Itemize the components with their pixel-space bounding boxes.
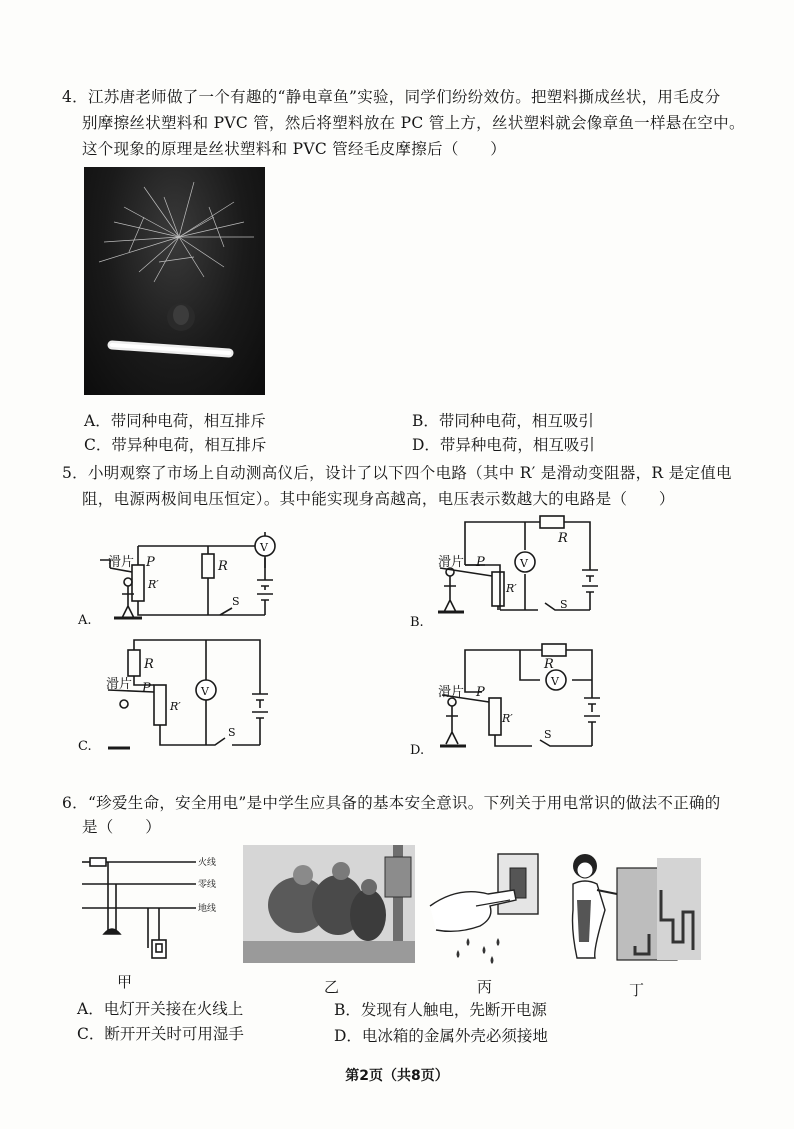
wire-live-label: 火线 bbox=[198, 858, 217, 868]
circuit-d-v-label: V bbox=[551, 675, 559, 688]
circuit-b-slider-label: 滑片 bbox=[438, 555, 465, 570]
q4-option-a: A．带同种电荷，相互排斥 bbox=[84, 412, 266, 430]
q5-circuit-diagrams bbox=[70, 510, 730, 760]
circuit-d-resistor bbox=[542, 644, 566, 656]
circuit-a-rprime-label: R′ bbox=[148, 578, 159, 591]
q4-text-line3: 这个现象的原理是丝状塑料和 PVC 管经毛皮摩擦后（ ） bbox=[82, 140, 507, 158]
circuit-c-rheostat bbox=[154, 685, 166, 725]
circuit-a-option-label: A. bbox=[78, 613, 92, 628]
q6-text-line2: 是（ ） bbox=[82, 818, 162, 836]
circuit-b-s-label: S bbox=[560, 598, 568, 611]
circuit-d-rheostat bbox=[489, 698, 501, 735]
circuit-a-p-label: P bbox=[146, 555, 155, 570]
circuit-b-rheostat bbox=[492, 572, 504, 606]
figure-jia-wiring bbox=[78, 852, 228, 967]
q4-text-line1: 4．江苏唐老师做了一个有趣的“静电章鱼”实验，同学们纷纷效仿。把塑料撕成丝状，用毛皮分 bbox=[62, 88, 721, 106]
figure-yi-rescue-illustration bbox=[243, 845, 415, 963]
q6-text-line1: 6．“珍爱生命，安全用电”是中学生应具备的基本安全意识。下列关于用电常识的做法不正确的 bbox=[62, 794, 721, 812]
circuit-d-rprime-label: R′ bbox=[502, 712, 513, 725]
circuit-c-rprime-label: R′ bbox=[170, 700, 181, 713]
q6-option-a: A．电灯开关接在火线上 bbox=[77, 1000, 244, 1018]
rescue-scene-image bbox=[243, 845, 415, 963]
figure-ding-fridge bbox=[565, 850, 705, 968]
circuit-c-p-label: P bbox=[142, 681, 151, 696]
figure-bing-wet-hand bbox=[428, 846, 548, 966]
caption-bing: 丙 bbox=[477, 978, 493, 996]
circuit-c bbox=[108, 640, 268, 748]
circuit-c-option-label: C. bbox=[78, 739, 92, 754]
q6-option-d: D．电冰箱的金属外壳必须接地 bbox=[334, 1027, 548, 1045]
circuit-a-slider-label: 滑片 bbox=[108, 555, 135, 570]
circuit-c-v-label: V bbox=[201, 685, 209, 698]
wire-ground-label: 地线 bbox=[198, 904, 217, 914]
q6-option-c: C．断开开关时可用湿手 bbox=[77, 1025, 244, 1043]
circuit-b-option-label: B. bbox=[410, 615, 424, 630]
circuit-a bbox=[100, 532, 273, 618]
circuit-d-slider-label: 滑片 bbox=[438, 685, 465, 700]
q4-option-b: B．带同种电荷，相互吸引 bbox=[412, 412, 594, 430]
circuit-b-rprime-label: R′ bbox=[506, 582, 517, 595]
circuit-c-resistor bbox=[128, 650, 140, 676]
q4-text-line2: 别摩擦丝状塑料和 PVC 管，然后将塑料放在 PC 管上方，丝状塑料就会像章鱼一样悬在空中。 bbox=[82, 114, 745, 132]
caption-jia: 甲 bbox=[117, 973, 133, 991]
page-footer: 第2页（共8页） bbox=[345, 1068, 449, 1084]
circuit-a-s-label: S bbox=[232, 595, 240, 608]
circuit-b-p-label: P bbox=[476, 555, 485, 570]
circuit-a-r-label: R bbox=[218, 559, 228, 574]
static-octopus-photo bbox=[84, 167, 265, 395]
circuit-d-s-label: S bbox=[544, 728, 552, 741]
circuit-c-s-label: S bbox=[228, 726, 236, 739]
circuit-d-r-label: R bbox=[544, 657, 554, 672]
circuit-b-resistor bbox=[540, 516, 564, 528]
circuit-a-v-label: V bbox=[260, 541, 268, 554]
circuit-b-r-label: R bbox=[558, 531, 568, 546]
q6-option-b: B．发现有人触电，先断开电源 bbox=[334, 1001, 547, 1019]
circuit-c-r-label: R bbox=[144, 657, 154, 672]
caption-ding: 丁 bbox=[629, 981, 645, 999]
circuit-d-option-label: D. bbox=[410, 743, 425, 758]
q4-option-d: D．带异种电荷，相互吸引 bbox=[412, 436, 595, 454]
circuit-a-resistor bbox=[202, 554, 214, 578]
caption-yi: 乙 bbox=[324, 978, 340, 996]
q5-text-line1: 5．小明观察了市场上自动测高仪后，设计了以下四个电路（其中 R′ 是滑动变阻器，R 是定值电 bbox=[62, 464, 732, 482]
wire-neutral-label: 零线 bbox=[198, 880, 217, 890]
circuit-d-p-label: P bbox=[476, 685, 485, 700]
circuit-b-v-label: V bbox=[520, 557, 528, 570]
circuit-c-slider-label: 滑片 bbox=[106, 677, 133, 692]
static-octopus-image bbox=[84, 167, 265, 395]
q5-text-line2: 阻，电源两极间电压恒定）。其中能实现身高越高，电压表示数越大的电路是（ ） bbox=[82, 490, 675, 508]
q4-option-c: C．带异种电荷，相互排斥 bbox=[84, 436, 267, 454]
circuit-a-rheostat bbox=[132, 565, 144, 601]
